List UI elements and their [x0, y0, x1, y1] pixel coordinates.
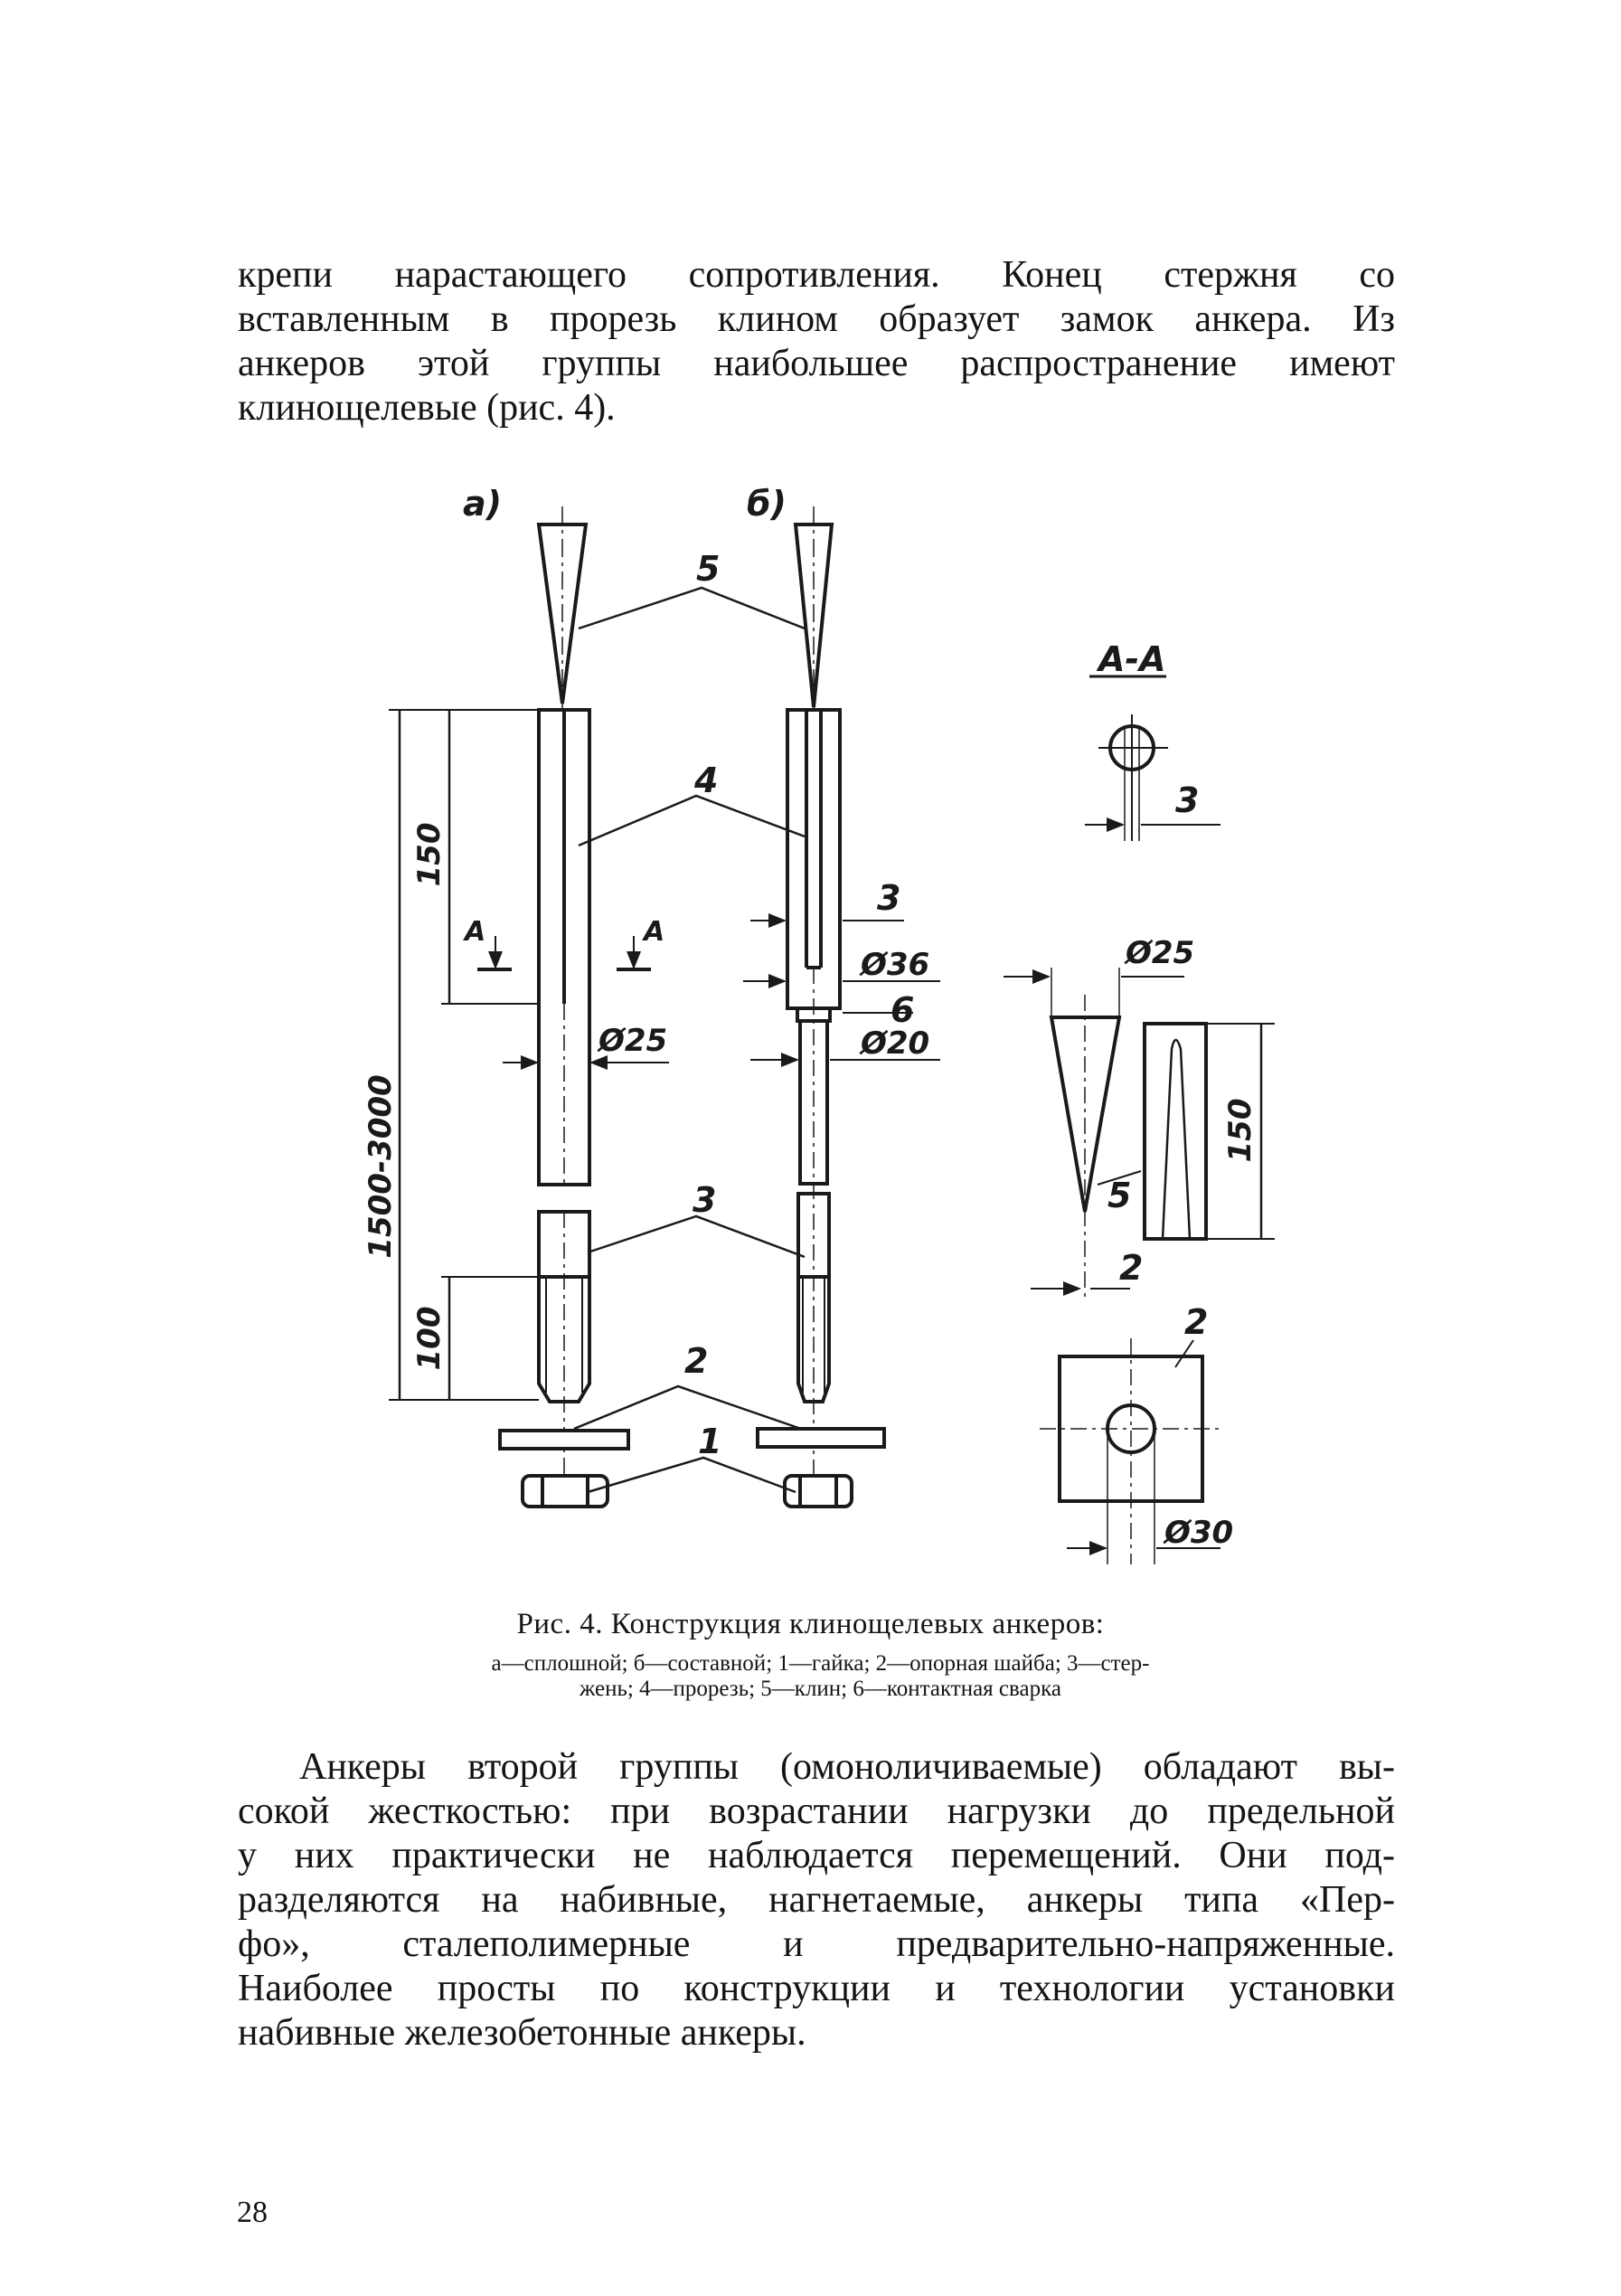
anchor-drawing — [344, 470, 1293, 1592]
section-title: А-А — [1098, 639, 1166, 679]
label-6: 6 — [891, 990, 915, 1030]
paragraph-line: Наиболее просты по конструкции и технологии установки — [238, 1968, 1395, 2009]
label-3-b: 3 — [877, 878, 901, 918]
washer-a — [500, 1431, 628, 1449]
wedge-detail-front — [1145, 1024, 1206, 1239]
dim-slot-length: 150 — [411, 822, 448, 887]
label-2: 2 — [684, 1341, 709, 1381]
paragraph-line: анкеров этой группы наибольшее распространение имеют — [238, 343, 1395, 384]
paragraph-line: разделяются на набивные, нагнетаемые, анкеры типа «Пер- — [238, 1879, 1395, 1921]
paragraph-line: вставленным в прорезь клином образует замок анкера. Из — [238, 298, 1395, 340]
anchor-figure — [344, 470, 1293, 1592]
dim-total-length: 1500-3000 — [363, 1074, 399, 1259]
paragraph-line: набивные железобетонные анкеры. — [238, 2012, 806, 2054]
page-number: 28 — [237, 2196, 268, 2229]
label-5: 5 — [696, 549, 721, 589]
label-1: 1 — [698, 1422, 722, 1461]
figure-caption-title: Рис. 4. Конструкция клинощелевых анкеров: — [516, 1608, 1105, 1640]
variant-a-label: а) — [463, 484, 503, 524]
paragraph-line: у них практически не наблюдается перемещений. Они под- — [238, 1835, 1395, 1876]
legend-line: а—сплошной; б—составной; 1—гайка; 2—опорная шайба; 3—стер- — [491, 1651, 1150, 1676]
label-5-detail: 5 — [1107, 1176, 1132, 1215]
label-3: 3 — [693, 1180, 717, 1220]
washer-b — [758, 1429, 884, 1447]
dim-plate-hole: Ø30 — [1164, 1515, 1234, 1551]
label-4: 4 — [694, 761, 719, 800]
dim-thread-length: 100 — [411, 1306, 448, 1371]
paragraph-line: клинощелевые (рис. 4). — [238, 387, 616, 429]
label-2-plate: 2 — [1184, 1302, 1209, 1342]
paragraph-line: сокой жесткостью: при возрастании нагрузки до предельной — [238, 1791, 1395, 1832]
variant-b-label: б) — [747, 484, 787, 524]
label-2-detail: 2 — [1119, 1248, 1144, 1288]
paragraph-line: Анкеры второй группы (омоноличиваемые) обладают вы- — [299, 1746, 1395, 1788]
legend-line: жень; 4—прорезь; 5—клин; 6—контактная сварка — [580, 1677, 1061, 1701]
dim-wedge-dia: Ø25 — [1126, 935, 1195, 971]
dim-rod-dia-b: Ø20 — [861, 1025, 930, 1062]
dim-rod-dia-a: Ø25 — [598, 1023, 668, 1059]
section-mark-left: А — [465, 916, 486, 948]
paragraph-top — [238, 253, 1395, 430]
figure-caption-legend — [375, 1651, 1266, 1702]
rod-b-upper — [787, 710, 840, 1008]
dim-wedge-length: 150 — [1222, 1098, 1258, 1163]
label-3-section: 3 — [1175, 780, 1200, 820]
section-mark-right: А — [644, 916, 665, 948]
paragraph-line: крепи нарастающего сопротивления. Конец стержня со — [238, 254, 1395, 296]
dim-slot-dia-b: Ø36 — [861, 947, 930, 983]
paragraph-bottom — [238, 1745, 1395, 2055]
paragraph-line: фо», сталеполимерные и предварительно-напряженные. — [238, 1923, 1395, 1965]
nut-a — [523, 1476, 608, 1507]
